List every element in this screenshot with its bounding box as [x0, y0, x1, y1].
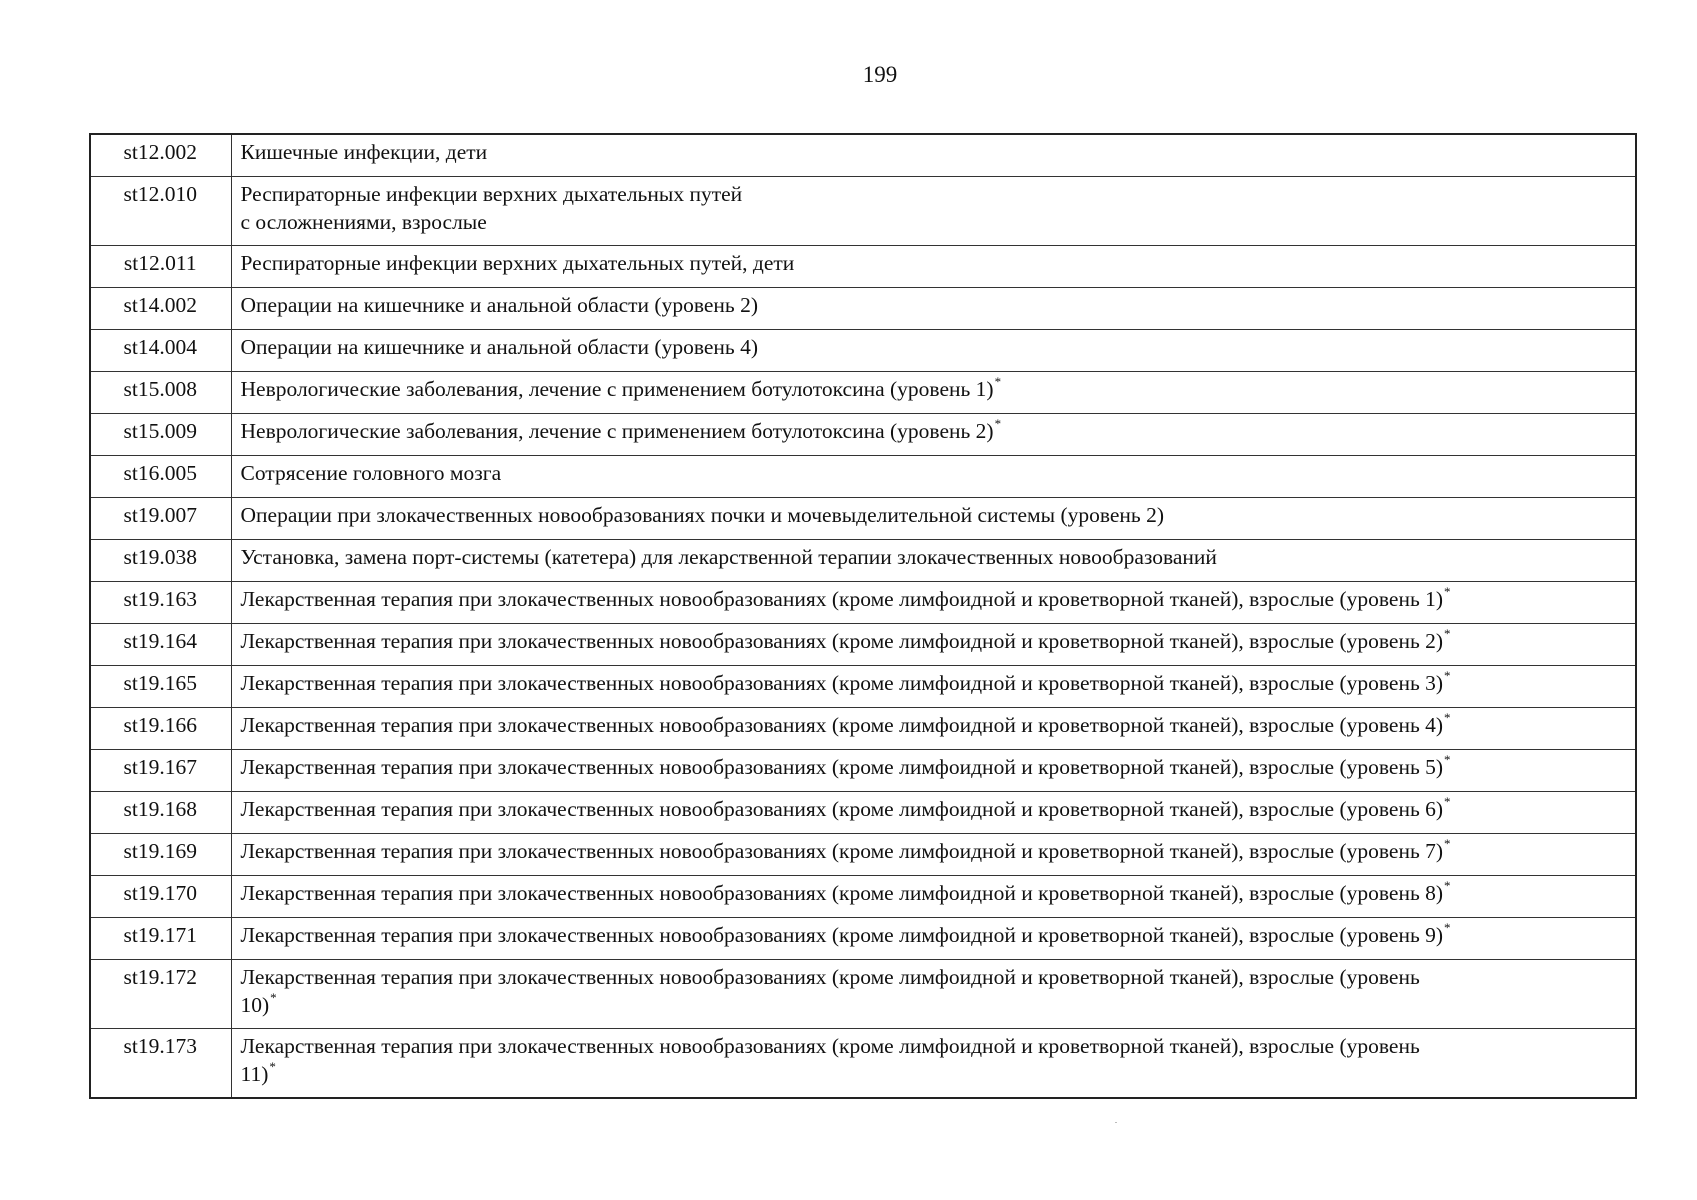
- row-code: st19.007: [90, 498, 231, 540]
- row-code: st12.002: [90, 134, 231, 177]
- row-description: [231, 246, 1636, 288]
- row-description: [231, 960, 1636, 1029]
- row-description-text: Лекарственная терапия при злокачественных новообразованиях (кроме лимфоидной и кроветворной тканей), взрослые (уровень 5): [240, 755, 1444, 779]
- scan-speck: [1115, 1122, 1117, 1123]
- row-description: [231, 177, 1636, 246]
- row-description: [231, 456, 1636, 498]
- row-code: st19.173: [90, 1029, 231, 1099]
- footnote-mark: *: [1444, 878, 1451, 893]
- row-description: [231, 414, 1636, 456]
- row-code: st19.171: [90, 918, 231, 960]
- footnote-mark: *: [1444, 584, 1451, 599]
- footnote-mark: *: [270, 990, 277, 1005]
- row-description-text: Операции на кишечнике и анальной области (уровень 2): [240, 293, 759, 317]
- row-description-text: Респираторные инфекции верхних дыхательных путей с осложнениями, взрослые: [240, 182, 743, 234]
- row-description-text: Операции на кишечнике и анальной области (уровень 4): [240, 335, 759, 359]
- row-code: st19.163: [90, 582, 231, 624]
- footnote-mark: *: [994, 374, 1002, 389]
- row-description: [231, 330, 1636, 372]
- row-code: st19.166: [90, 708, 231, 750]
- table-row: [90, 1029, 1636, 1099]
- code-table: [89, 133, 1637, 1099]
- table-row: [90, 288, 1636, 330]
- row-code: st19.164: [90, 624, 231, 666]
- table-body: [90, 134, 1636, 1098]
- row-description-text: Лекарственная терапия при злокачественных новообразованиях (кроме лимфоидной и кроветворной тканей), взрослые (уровень 8): [240, 881, 1444, 905]
- row-description: [231, 708, 1636, 750]
- footnote-mark: *: [1444, 668, 1451, 683]
- footnote-mark: *: [1444, 794, 1451, 809]
- row-description: [231, 876, 1636, 918]
- row-description-text: Лекарственная терапия при злокачественных новообразованиях (кроме лимфоидной и кроветворной тканей), взрослые (уровень 9): [240, 923, 1444, 947]
- footnote-mark: *: [1444, 710, 1451, 725]
- row-code: st15.008: [90, 372, 231, 414]
- row-description: [231, 624, 1636, 666]
- table-row: [90, 246, 1636, 288]
- footnote-mark: *: [1444, 626, 1451, 641]
- footnote-mark: *: [1444, 752, 1451, 767]
- table-row: [90, 834, 1636, 876]
- table-row: [90, 540, 1636, 582]
- row-description: [231, 372, 1636, 414]
- table-row: [90, 960, 1636, 1029]
- row-description-text: Операции при злокачественных новообразованиях почки и мочевыделительной системы (уровень 2): [240, 503, 1165, 527]
- table-row: [90, 582, 1636, 624]
- row-description: [231, 582, 1636, 624]
- page-number: 199: [862, 62, 898, 87]
- table-row: [90, 177, 1636, 246]
- row-description-text: Установка, замена порт-системы (катетера) для лекарственной терапии злокачественных новообразований: [240, 545, 1217, 569]
- row-code: st16.005: [90, 456, 231, 498]
- row-description: [231, 918, 1636, 960]
- row-description-text: Респираторные инфекции верхних дыхательных путей, дети: [240, 251, 795, 275]
- table-row: [90, 624, 1636, 666]
- table-row: [90, 708, 1636, 750]
- row-description: [231, 834, 1636, 876]
- table-row: [90, 750, 1636, 792]
- table-row: [90, 918, 1636, 960]
- row-description-text: Неврологические заболевания, лечение с применением ботулотоксина (уровень 1): [240, 377, 994, 401]
- table-row: [90, 792, 1636, 834]
- table-row: [90, 666, 1636, 708]
- row-description-text: Сотрясение головного мозга: [240, 461, 502, 485]
- table-row: [90, 134, 1636, 177]
- row-description: [231, 540, 1636, 582]
- row-code: st19.038: [90, 540, 231, 582]
- row-code: st14.002: [90, 288, 231, 330]
- row-description-text: Лекарственная терапия при злокачественных новообразованиях (кроме лимфоидной и кроветворной тканей), взрослые (уровень 2): [240, 629, 1444, 653]
- table-row: [90, 498, 1636, 540]
- row-code: st14.004: [90, 330, 231, 372]
- row-code: st19.170: [90, 876, 231, 918]
- table-row: [90, 372, 1636, 414]
- row-code: st19.172: [90, 960, 231, 1029]
- footnote-mark: *: [269, 1059, 276, 1074]
- row-description: [231, 288, 1636, 330]
- row-code: st19.168: [90, 792, 231, 834]
- row-description-text: Лекарственная терапия при злокачественных новообразованиях (кроме лимфоидной и кроветворной тканей), взрослые (уровень 7): [240, 839, 1444, 863]
- table-row: [90, 876, 1636, 918]
- row-description: [231, 134, 1636, 177]
- table-row: [90, 456, 1636, 498]
- row-description-text: Лекарственная терапия при злокачественных новообразованиях (кроме лимфоидной и кроветворной тканей), взрослые (уровень 3): [240, 671, 1444, 695]
- row-code: st12.011: [90, 246, 231, 288]
- row-code: st19.165: [90, 666, 231, 708]
- table-row: [90, 330, 1636, 372]
- row-description-text: Лекарственная терапия при злокачественных новообразованиях (кроме лимфоидной и кроветворной тканей), взрослые (уровень 1): [240, 587, 1444, 611]
- row-description: [231, 792, 1636, 834]
- row-code: st12.010: [90, 177, 231, 246]
- row-description-text: Кишечные инфекции, дети: [240, 140, 488, 164]
- footnote-mark: *: [1444, 920, 1451, 935]
- row-code: st19.169: [90, 834, 231, 876]
- row-code: st19.167: [90, 750, 231, 792]
- row-code: st15.009: [90, 414, 231, 456]
- row-description: [231, 1029, 1636, 1099]
- row-description: [231, 666, 1636, 708]
- table-row: [90, 414, 1636, 456]
- footnote-mark: *: [1444, 836, 1451, 851]
- footnote-mark: *: [994, 416, 1002, 431]
- row-description-text: Неврологические заболевания, лечение с применением ботулотоксина (уровень 2): [240, 419, 994, 443]
- row-description-text: Лекарственная терапия при злокачественных новообразованиях (кроме лимфоидной и кроветворной тканей), взрослые (уровень 4): [240, 713, 1444, 737]
- row-description-text: Лекарственная терапия при злокачественных новообразованиях (кроме лимфоидной и кроветворной тканей), взрослые (уровень 10): [240, 965, 1420, 1017]
- row-description-text: Лекарственная терапия при злокачественных новообразованиях (кроме лимфоидной и кроветворной тканей), взрослые (уровень 6): [240, 797, 1444, 821]
- row-description: [231, 750, 1636, 792]
- row-description-text: Лекарственная терапия при злокачественных новообразованиях (кроме лимфоидной и кроветворной тканей), взрослые (уровень 11): [240, 1034, 1420, 1086]
- row-description: [231, 498, 1636, 540]
